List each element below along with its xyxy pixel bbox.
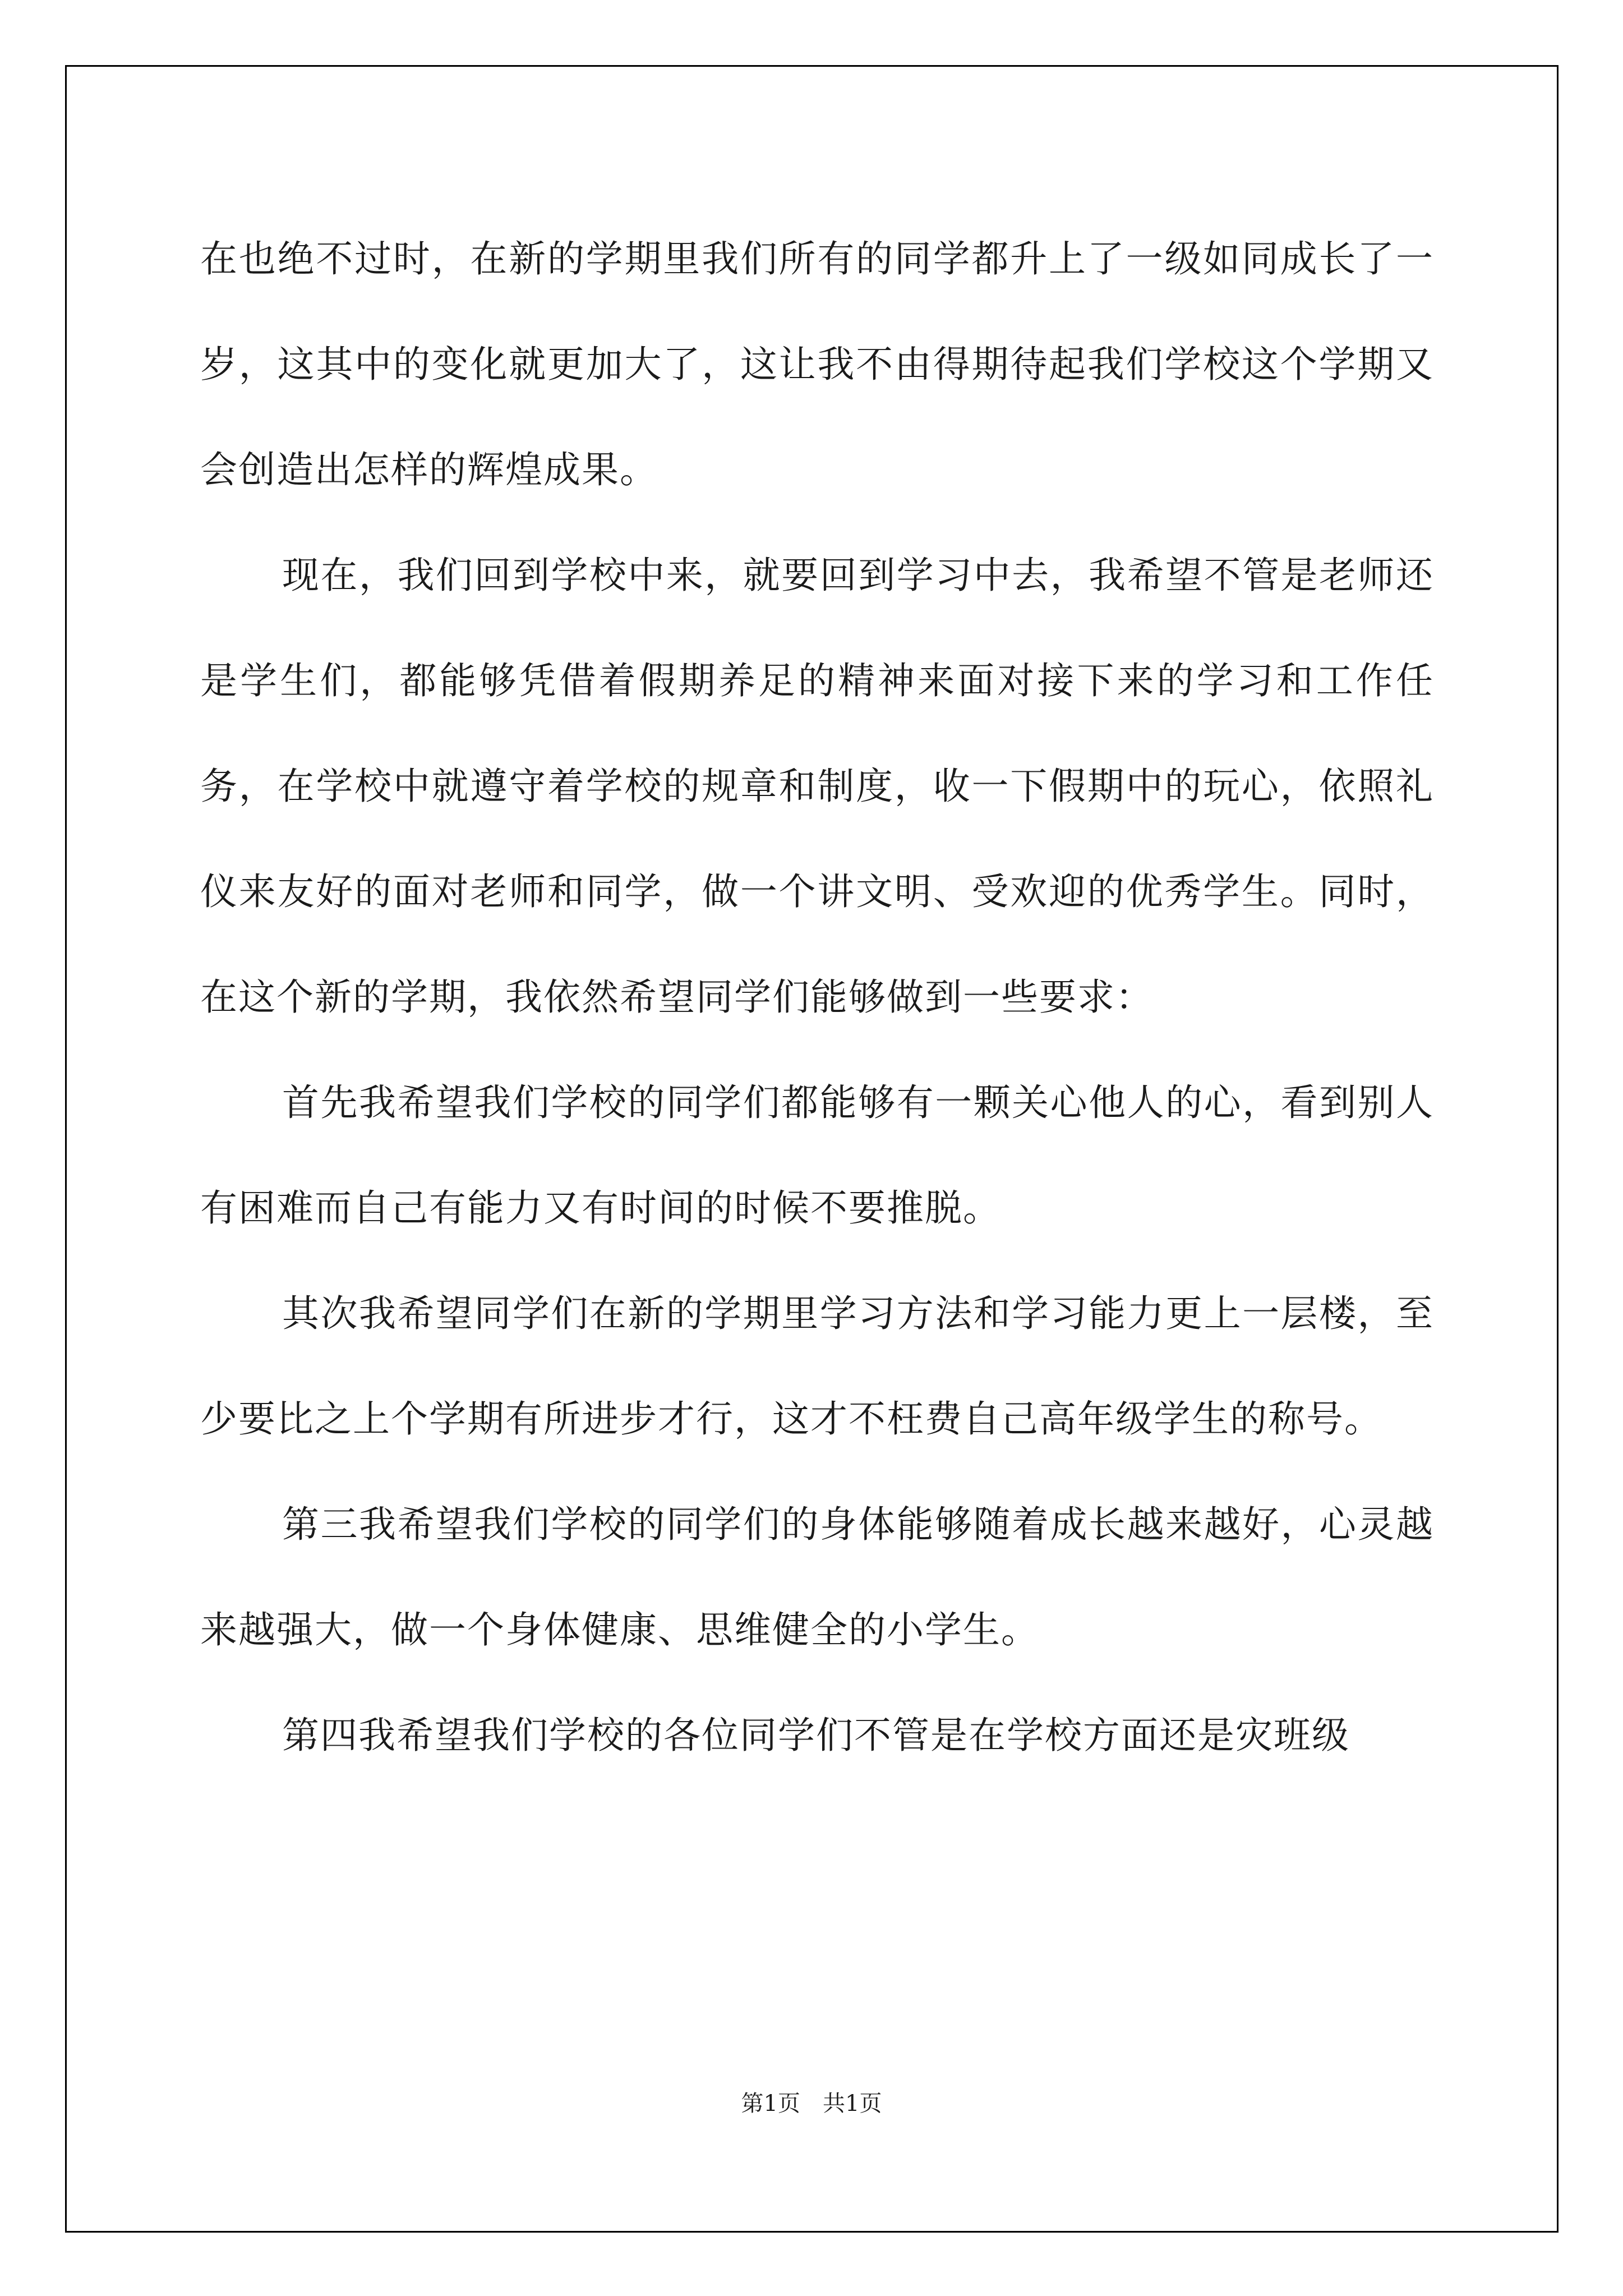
paragraph: 首先我希望我们学校的同学们都能够有一颗关心他人的心，看到别人有困难而自己有能力又有时间的时候不要推脱。 [200,1081,1434,1230]
page-number-current: 第1页 [741,2091,800,2116]
paragraph: 其次我希望同学们在新的学期里学习方法和学习能力更上一层楼，至少要比之上个学期有所进步才行，这才不枉费自己高年级学生的称号。 [200,1292,1434,1441]
paragraph: 现在，我们回到学校中来，就要回到学习中去，我希望不管是老师还是学生们，都能够凭借着假期养足的精神来面对接下来的学习和工作任务，在学校中就遵守着学校的规章和制度，收一下假期中的玩心，依照礼仪来友好的面对老师和同学，做一个讲文明、受欢迎的优秀学生。同时，在这个新的学期，我依然希望同学们能够做到一些要求： [200,554,1434,1019]
paragraph-continuation: 在也绝不过时，在新的学期里我们所有的同学都升上了一级如同成长了一岁，这其中的变化就更加大了，这让我不由得期待起我们学校这个学期又会创造出怎样的辉煌成果。 [200,237,1434,491]
paragraph: 第三我希望我们学校的同学们的身体能够随着成长越来越好，心灵越来越强大，做一个身体健康、思维健全的小学生。 [200,1503,1434,1651]
paragraph: 第四我希望我们学校的各位同学们不管是在学校方面还是灾班级 [282,1714,1350,1757]
page-footer [0,2087,1623,2120]
document-body [200,206,1434,1788]
page-number-total: 共1页 [823,2091,882,2116]
